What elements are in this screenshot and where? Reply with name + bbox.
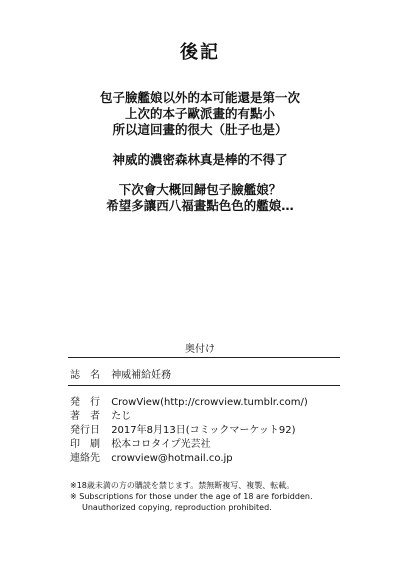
publisher-value: CrowView(http://crowview.tumblr.com/) (111, 397, 308, 408)
author-value: たじ (111, 411, 132, 422)
legal-note-ja: ※18歳未満の方の購読を禁じます。禁無断複写、複製、転載。 (70, 481, 295, 490)
afterword-paragraph (0, 182, 400, 214)
afterword-paragraph (0, 152, 400, 168)
afterword-line: 所以這回畫的很大（肚子也是） (112, 122, 288, 137)
colophon-author-row (70, 407, 131, 422)
colophon-contact-row (70, 449, 233, 464)
contact-label: 連絡先 (70, 453, 100, 464)
author-label: 著 者 (70, 411, 100, 422)
afterword-body (0, 90, 400, 228)
divider (68, 385, 340, 386)
afterword-line: 希望多讓西八福畫點色色的艦娘… (106, 198, 294, 213)
contact-value: crowview@hotmail.co.jp (111, 453, 233, 464)
legal-note-en: ※ Subscriptions for those under the age of 18 are forbidden. (70, 492, 313, 501)
colophon-title-row (70, 366, 171, 381)
colophon-date-row (70, 421, 296, 436)
date-label: 発行日 (70, 425, 100, 436)
divider (68, 357, 340, 358)
afterword-line: 下次會大概回歸包子臉艦娘？ (118, 182, 282, 197)
colophon-printer-row (70, 435, 211, 450)
colophon-publisher-row (70, 393, 308, 408)
afterword-line: 上次的本子歐派畫的有點小 (124, 106, 275, 121)
date-value: 2017年8月13日(コミックマーケット92) (111, 425, 296, 436)
printer-value: 松本コロタイプ光芸社 (111, 439, 211, 450)
title-label: 誌 名 (70, 370, 100, 381)
afterword-title: 後記 (180, 42, 220, 63)
printer-label: 印 刷 (70, 439, 100, 450)
afterword-line: 神威的濃密森林真是棒的不得了 (112, 152, 288, 167)
afterword-paragraph (0, 90, 400, 138)
publisher-label: 発 行 (70, 397, 100, 408)
colophon-heading: 奥付け (185, 344, 215, 355)
afterword-line: 包子臉艦娘以外的本可能還是第一次 (99, 90, 300, 105)
legal-note-en-continued: Unauthorized copying, reproduction prohibited. (82, 503, 272, 512)
legal-notes (70, 480, 370, 513)
title-value: 神威補給妊務 (111, 370, 172, 381)
